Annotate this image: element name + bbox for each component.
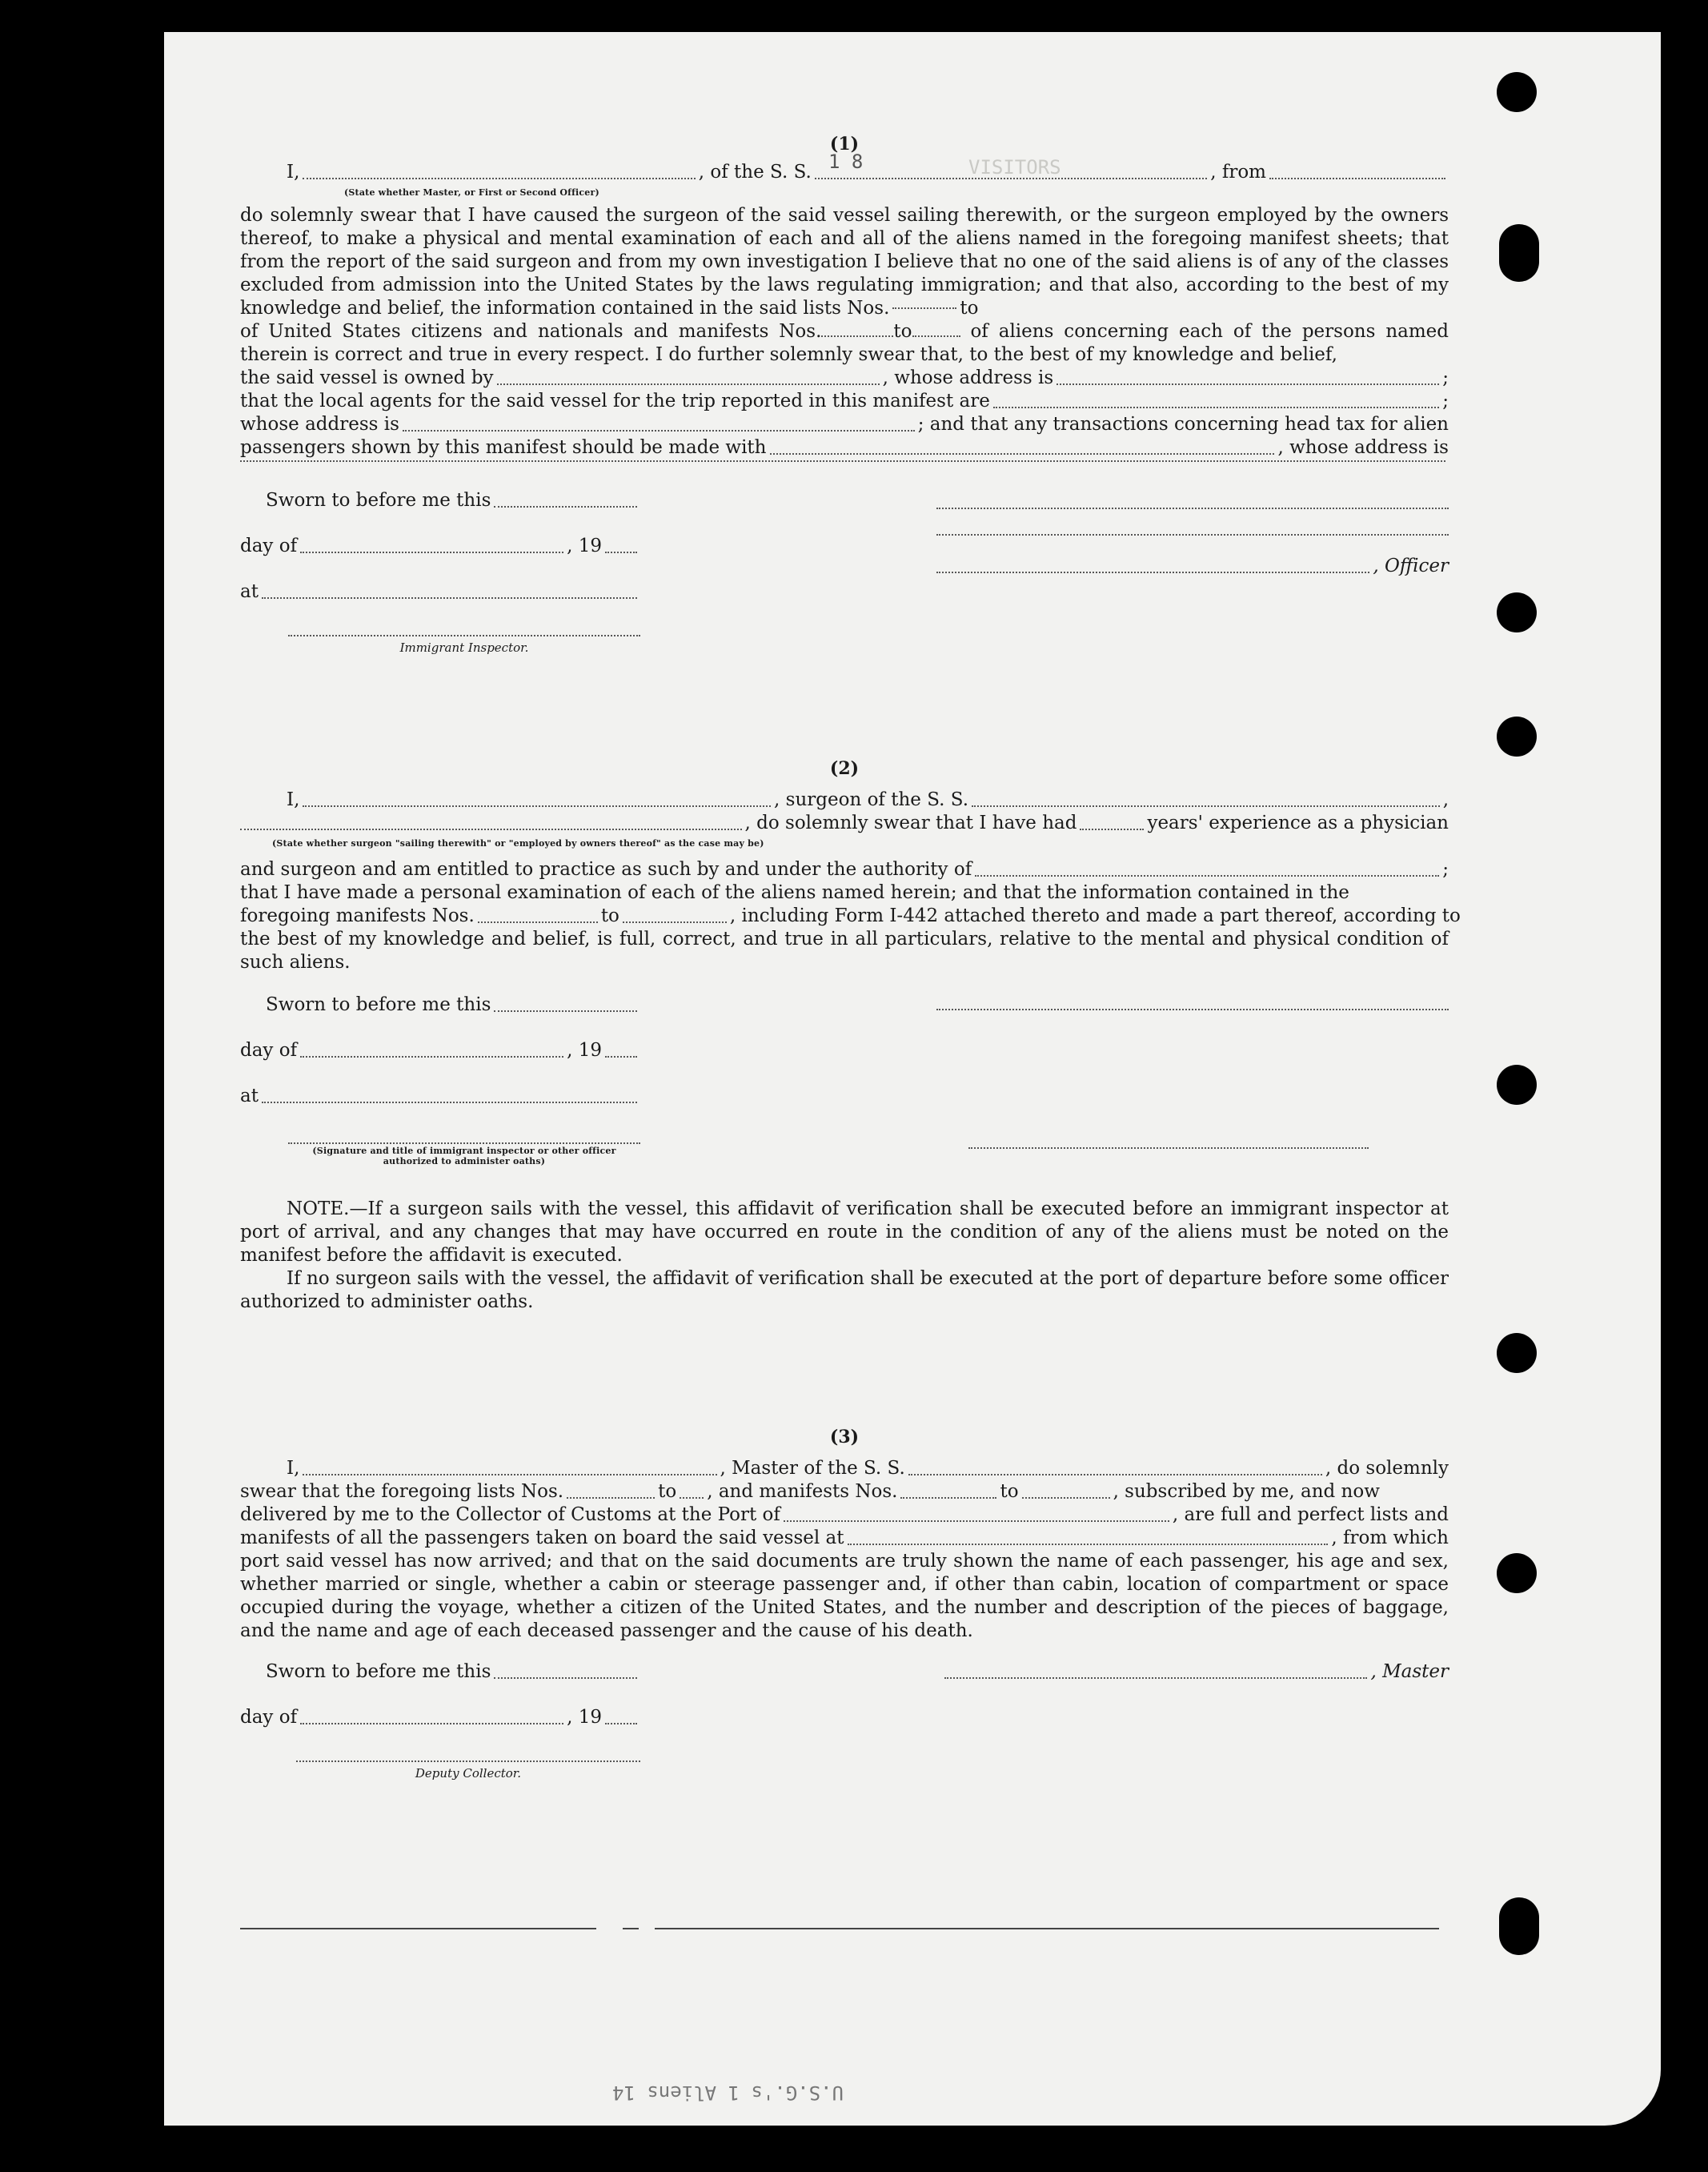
affidavit-form: (1) I, , of the S. S. , from (State whether Master, or First or Second Officer) do solemnly swear that I have caused the surgeon of the said vessel sailing therewith, or the surgeon employed by the owners thereof, to make a physical and mental examination of each and all of the aliens named in the foregoing manifest sheets; that from the report of the said surgeon and from my own investigation I believe that no one of the said aliens is of any of the classes excluded from admission into the United States by the laws regulating immigration; and that also, according to the best of my knowledge and belief, the information contained in the said lists Nos. to of United States citizens and nationals and manifests Nos. to of aliens concerning each of the persons named therein is correct and true in every respect. I do further solemnly swear that, to the best of my knowledge and belief, the said vessel is owned by , whose address is ; that the local agents for the said vessel for the trip reported in this manifest are ; whose address is ; and that any transactions concerning head tax for alien passengers shown by this manifest should be made with , whose address is Sworn to before me this day of , 19 at Immigrant Inspector. , Officer (2) I, , surgeon of the S. S. , , do solemnly swear that I have had years' experience as a physician (State whether surgeon "sailing therewith" or "employed by owners thereof" as the case may be) and surgeon and am entitled to practice as such by and under the authority of ; that I have made a personal examination of each of the aliens named herein; and that the information contained in the foregoing manifests Nos. to , including Form I-442 attached thereto and made a part thereof, according to the best of my knowledge and belief, is full, correct, and true in all particulars, relative to the mental and physical condition of such aliens. Sworn to before me this day of , 19 at (Signature and title of immigrant inspector or other officer authorized to administer oaths) NOTE.—If a surgeon sails with the vessel, this affidavit of verification shall be executed before an immigrant inspector at port of arrival, and any changes that may have occurred en route in the condition of any of the aliens must be noted on the manifest before the affidavit is executed. If no surgeon sails with the vessel, the affidavit of verification shall be executed at the port of departure before some officer authorized to administer oaths. (3) I, , Master of the S. S. , do solemnly swear that the foregoing lists Nos. to , and manifests Nos. to , subscribed by me, and now delivered by me to the Collector of Customs at the Port of , are full and perfect lists and manifests of all the passengers taken on board the said vessel at , from which port said vessel has now arrived; and that on the said documents are truly shown the name of each passenger, his age and sex, whether married or single, whether a cabin or steerage passenger and, if other than cabin, location of compartment or space occupied during the voyage, whether a citizen of the United States, and the number and description of the pieces of baggage, and the name and age of each deceased passenger and the cause of his death. Sworn to before me this day of , 19 Deputy Collector. , Master	[240, 128, 1449, 1781]
punch-hole	[1499, 224, 1539, 282]
punch-hole	[1497, 1553, 1537, 1593]
section-1-body: do solemnly swear that I have caused the surgeon of the said vessel sailing therewith, or the surgeon employed by the owners thereof, to make a physical and mental examination of each and all of the aliens named in the foregoing manifest sheets; that from the report of the said surgeon and from my own investigation I believe that no one of the said aliens is of any of the classes excluded from admission into the United States by the laws regulating immigration; and that also, according to the best of my knowledge and belief, the information contained in the said lists Nos. to	[240, 205, 1449, 319]
officer-signature-line-1[interactable]	[936, 507, 1449, 509]
punch-hole	[1497, 1333, 1537, 1373]
lists-to-field[interactable]	[680, 1496, 704, 1499]
section-2-caption: (State whether surgeon "sailing therewith" or "employed by owners thereof" as the case may be)	[272, 838, 764, 849]
sworn-month-field[interactable]	[300, 551, 563, 553]
punch-hole	[1497, 1065, 1537, 1105]
manifests-to-field[interactable]	[623, 921, 727, 923]
punch-hole	[1497, 72, 1537, 112]
bleed-through-mark: 1 8	[828, 151, 864, 173]
deputy-caption: Deputy Collector.	[415, 1766, 522, 1781]
local-agents-field[interactable]	[993, 406, 1439, 408]
agents-address-field[interactable]	[403, 429, 915, 432]
manifests-from-field[interactable]	[478, 921, 598, 923]
from-port-field[interactable]	[1269, 177, 1445, 179]
section-3-sworn: Sworn to before me this day of , 19 Deputy Collector. , Master	[240, 1660, 1449, 1781]
head-tax-address-field[interactable]	[240, 460, 1445, 462]
bleed-through-visitors: VISITORS	[968, 156, 1061, 179]
manifests-from-field-3[interactable]	[900, 1496, 996, 1499]
punch-hole	[1497, 592, 1537, 632]
master-vessel-field[interactable]	[908, 1473, 1322, 1475]
sworn-day-field-3[interactable]	[494, 1676, 637, 1679]
section-2-number: (2)	[829, 758, 860, 779]
section-2-body: that I have made a personal examination of each of the aliens named herein; and that the information contained in the	[240, 882, 1349, 903]
bottom-stamp: U.S.G.'s 1 Aliens 14	[612, 2082, 844, 2104]
officer-name-field[interactable]	[303, 177, 695, 179]
lists-from-field[interactable]	[567, 1496, 655, 1499]
sworn-place-field-2[interactable]	[262, 1101, 637, 1103]
bottom-rule	[240, 1928, 1449, 1929]
punch-hole	[1497, 717, 1537, 757]
owner-field[interactable]	[497, 383, 880, 385]
surgeon-vessel-field[interactable]	[972, 805, 1440, 807]
years-experience-field[interactable]	[1080, 828, 1144, 830]
inspector-signature-line-2[interactable]	[288, 1142, 640, 1144]
master-signature-line[interactable]	[944, 1676, 1367, 1679]
surgeon-status-field[interactable]	[240, 828, 742, 830]
note-paragraph: NOTE.—If a surgeon sails with the vessel, this affidavit of verification shall be executed before an immigrant inspector at port of arrival, and any changes that may have occurred en route in the condition of any of the aliens must be noted on the manifest before the affidavit is executed.	[240, 1198, 1449, 1266]
manifests-to-field-3[interactable]	[1022, 1496, 1110, 1499]
section-3-number: (3)	[829, 1427, 860, 1447]
sworn-month-field-2[interactable]	[300, 1055, 563, 1058]
section-1-sworn: Sworn to before me this day of , 19 at Immigrant Inspector. , Officer	[240, 481, 1449, 689]
port-field[interactable]	[784, 1520, 1169, 1522]
punch-hole	[1499, 1897, 1539, 1955]
section-1-number: (1)	[829, 134, 860, 155]
sworn-day-field[interactable]	[494, 505, 637, 508]
officer-signature-line[interactable]	[936, 571, 1369, 573]
sworn-year-field-2[interactable]	[605, 1055, 637, 1058]
vessel-name-field[interactable]	[815, 177, 1207, 179]
note-paragraph-2: If no surgeon sails with the vessel, the affidavit of verification shall be executed at the port of departure before some officer authorized to administer oaths.	[240, 1268, 1449, 1312]
surgeon-signature-line[interactable]	[936, 1008, 1449, 1010]
section-1-line-1: I, , of the S. S. , from	[240, 161, 1449, 184]
surgeon-name-field[interactable]	[303, 805, 771, 807]
head-tax-contact-field[interactable]	[770, 452, 1275, 455]
departure-port-field[interactable]	[848, 1543, 1329, 1545]
section-2-body-end: the best of my knowledge and belief, is full, correct, and true in all particulars, relative to the mental and physical condition of such aliens.	[240, 929, 1449, 973]
sworn-month-field-3[interactable]	[300, 1722, 563, 1724]
sworn-place-field[interactable]	[262, 596, 637, 599]
sworn-year-field[interactable]	[605, 551, 637, 553]
inspector-caption: Immigrant Inspector.	[399, 640, 529, 655]
section-1-caption: (State whether Master, or First or Second Officer)	[344, 187, 599, 198]
section-2-sworn: Sworn to before me this day of , 19 at (Signature and title of immigrant inspector or other officer authorized to administer oaths)	[240, 994, 1449, 1190]
owner-address-field[interactable]	[1056, 383, 1439, 385]
sworn-year-field-3[interactable]	[605, 1722, 637, 1724]
section-1-body-2: of United States citizens and nationals and manifests Nos. to of aliens concerning each of the persons named therein is correct and true in every respect. I do further solemnly swear that, to the best of my knowledge and belief,	[240, 321, 1449, 365]
section-3-body: port said vessel has now arrived; and that on the said documents are truly shown the name of each passenger, his age and sex, whether married or single, whether a cabin or steerage passenger and, if other than cabin, location of compartment or space occupied during the voyage, whether a citizen of the United States, and the number and description of the pieces of baggage, and the name and age of each deceased passenger and the cause of his death.	[240, 1551, 1449, 1641]
sworn-day-field-2[interactable]	[494, 1010, 637, 1012]
authority-field[interactable]	[975, 874, 1439, 877]
inspector-caption-2: (Signature and title of immigrant inspector or other officer authorized to administer oaths)	[312, 1146, 616, 1166]
master-name-field[interactable]	[303, 1473, 716, 1475]
